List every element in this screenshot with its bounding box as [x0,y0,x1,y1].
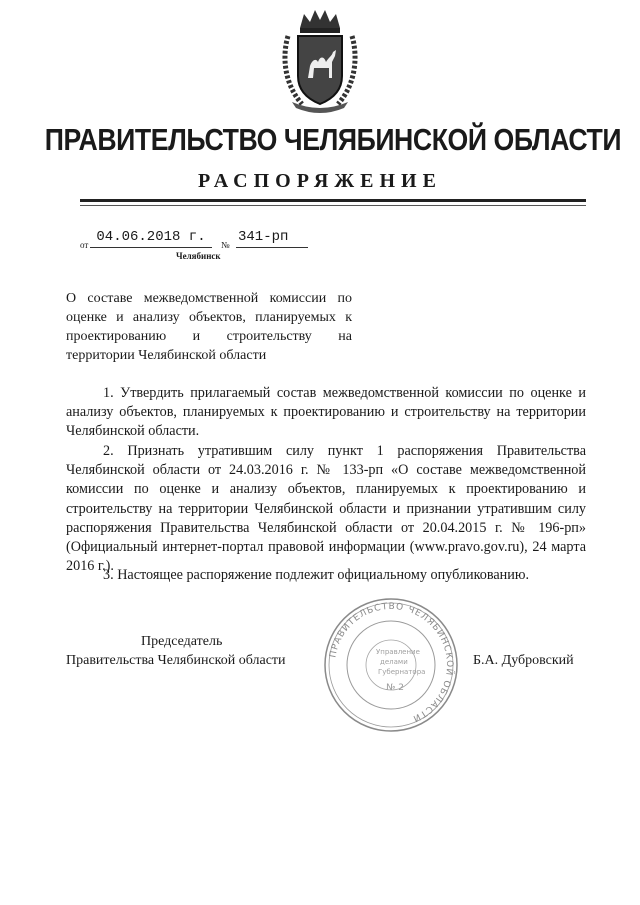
signatory-title-line2: Правительства Челябинской области [66,653,286,668]
document-date: 04.06.2018 г. [96,229,206,245]
issue-city: Челябинск [176,251,221,261]
signatory-name: Б.А. Дубровский [473,653,574,668]
date-underline [90,247,212,248]
svg-text:ПРАВИТЕЛЬСТВО ЧЕЛЯБИНСКОЙ ОБЛА: ПРАВИТЕЛЬСТВО ЧЕЛЯБИНСКОЙ ОБЛАСТИ [328,601,455,724]
body-paragraph-3: 3. Настоящее распоряжение подлежит официальному опубликованию. [103,567,530,583]
page-title: ПРАВИТЕЛЬСТВО ЧЕЛЯБИНСКОЙ ОБЛАСТИ [44,122,622,157]
svg-text:делами: делами [380,658,408,666]
svg-text:№ 2: № 2 [386,683,404,693]
document-type: РАСПОРЯЖЕНИЕ [198,170,442,192]
coat-of-arms-icon [278,6,362,114]
document-subject: О составе межведомственной комиссии по оценке и анализу объектов, планируемых к проектированию и строительству на территории Челябинской области [66,291,352,363]
header-divider-thick [80,199,586,202]
body-paragraph-2: 2. Признать утратившим силу пункт 1 распоряжения Правительства Челябинской области от 24.03.2016 г. № 133-рп «О составе межведомственной комиссии по оценке и анализу объектов, планируемых к проектированию и строительству на территории Челябинской области и признании утратившим силу распоряжения Правительства Челябинской области от 20.04.2015 г. № 196-рп» (Официальный интернет-портал правовой информации (www.pravo.gov.ru), 24 марта 2016 г.). [66,443,586,575]
svg-text:Управление: Управление [376,648,420,656]
header-divider-thin [80,205,586,206]
svg-text:Губернатора: Губернатора [378,668,426,676]
signatory-title-line1: Председатель [141,634,223,649]
date-prefix: от [80,240,89,250]
body-paragraph-1: 1. Утвердить прилагаемый состав межведомственной комиссии по оценке и анализу объектов, планируемых к проектированию и строительству на территории Челябинской области. [66,385,586,440]
official-seal [320,594,462,736]
number-prefix: № [221,240,230,250]
number-underline [236,247,308,248]
document-number: 341-рп [238,229,289,245]
